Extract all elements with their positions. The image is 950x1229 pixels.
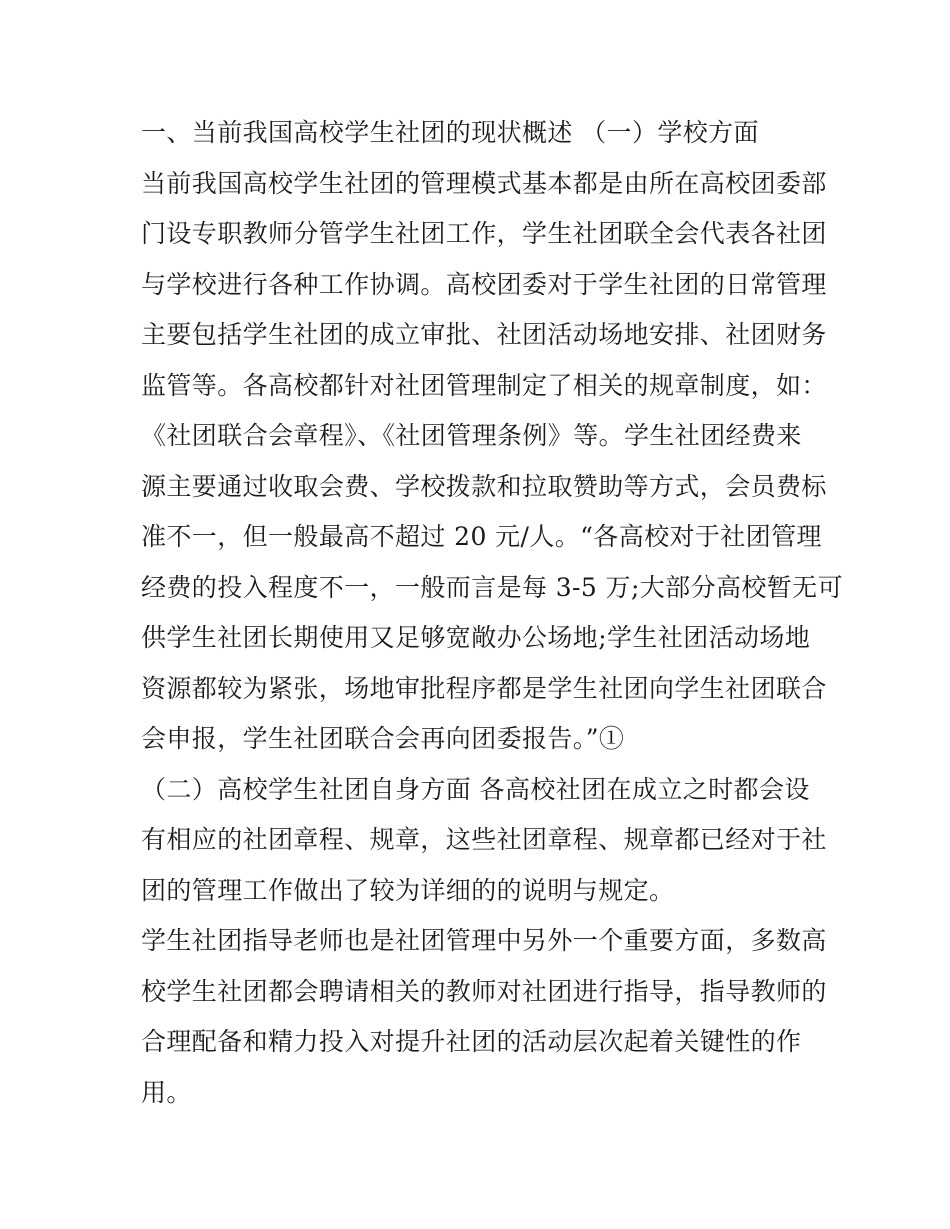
text-line: 资源都较为紧张，场地审批程序都是学生社团向学生社团联合 — [141, 673, 827, 703]
text-line: 有相应的社团章程、规章，这些社团章程、规章都已经对于社 — [141, 825, 827, 854]
text-line: 与学校进行各种工作协调。高校团委对于学生社团的日常管理 — [141, 269, 827, 299]
text-line: 学生社团指导老师也是社团管理中另外一个重要方面，多数高 — [141, 926, 827, 955]
body-text — [141, 108, 843, 1118]
text-line: 监管等。各高校都针对社团管理制定了相关的规章制度，如： — [141, 370, 827, 400]
text-line: 校学生社团都会聘请相关的教师对社团进行指导，指导教师的 — [141, 976, 827, 1006]
text-line: 合理配备和精力投入对提升社团的活动层次起着关键性的作 — [141, 1027, 802, 1056]
text-line: 《社团联合会章程》、《社团管理条例》等。学生社团经费来 — [141, 421, 802, 450]
text-line: （二）高校学生社团自身方面 各高校社团在成立之时都会设 — [141, 774, 810, 804]
text-line: 门设专职教师分管学生社团工作，学生社团联全会代表各社团 — [141, 219, 827, 248]
text-line: 团的管理工作做出了较为详细的的说明与规定。 — [141, 875, 675, 905]
text-line: 主要包括学生社团的成立审批、社团活动场地安排、社团财务 — [141, 320, 827, 349]
text-line: 一、当前我国高校学生社团的现状概述 （一）学校方面 — [141, 118, 759, 147]
text-line: 源主要通过收取会费、学校拨款和拉取赞助等方式，会员费标 — [141, 471, 827, 501]
text-line: 当前我国高校学生社团的管理模式基本都是由所在高校团委部 — [141, 168, 827, 198]
text-line: 会申报，学生社团联合会再向团委报告。”① — [141, 724, 625, 753]
text-line: 供学生社团长期使用又足够宽敞办公场地;学生社团活动场地 — [141, 623, 811, 652]
text-line: 准不一，但一般最高不超过 20 元/人。“各高校对于社团管理 — [141, 522, 822, 551]
text-line: 经费的投入程度不一，一般而言是每 3-5 万;大部分高校暂无可 — [141, 572, 843, 602]
text-line: 用。 — [141, 1077, 192, 1107]
